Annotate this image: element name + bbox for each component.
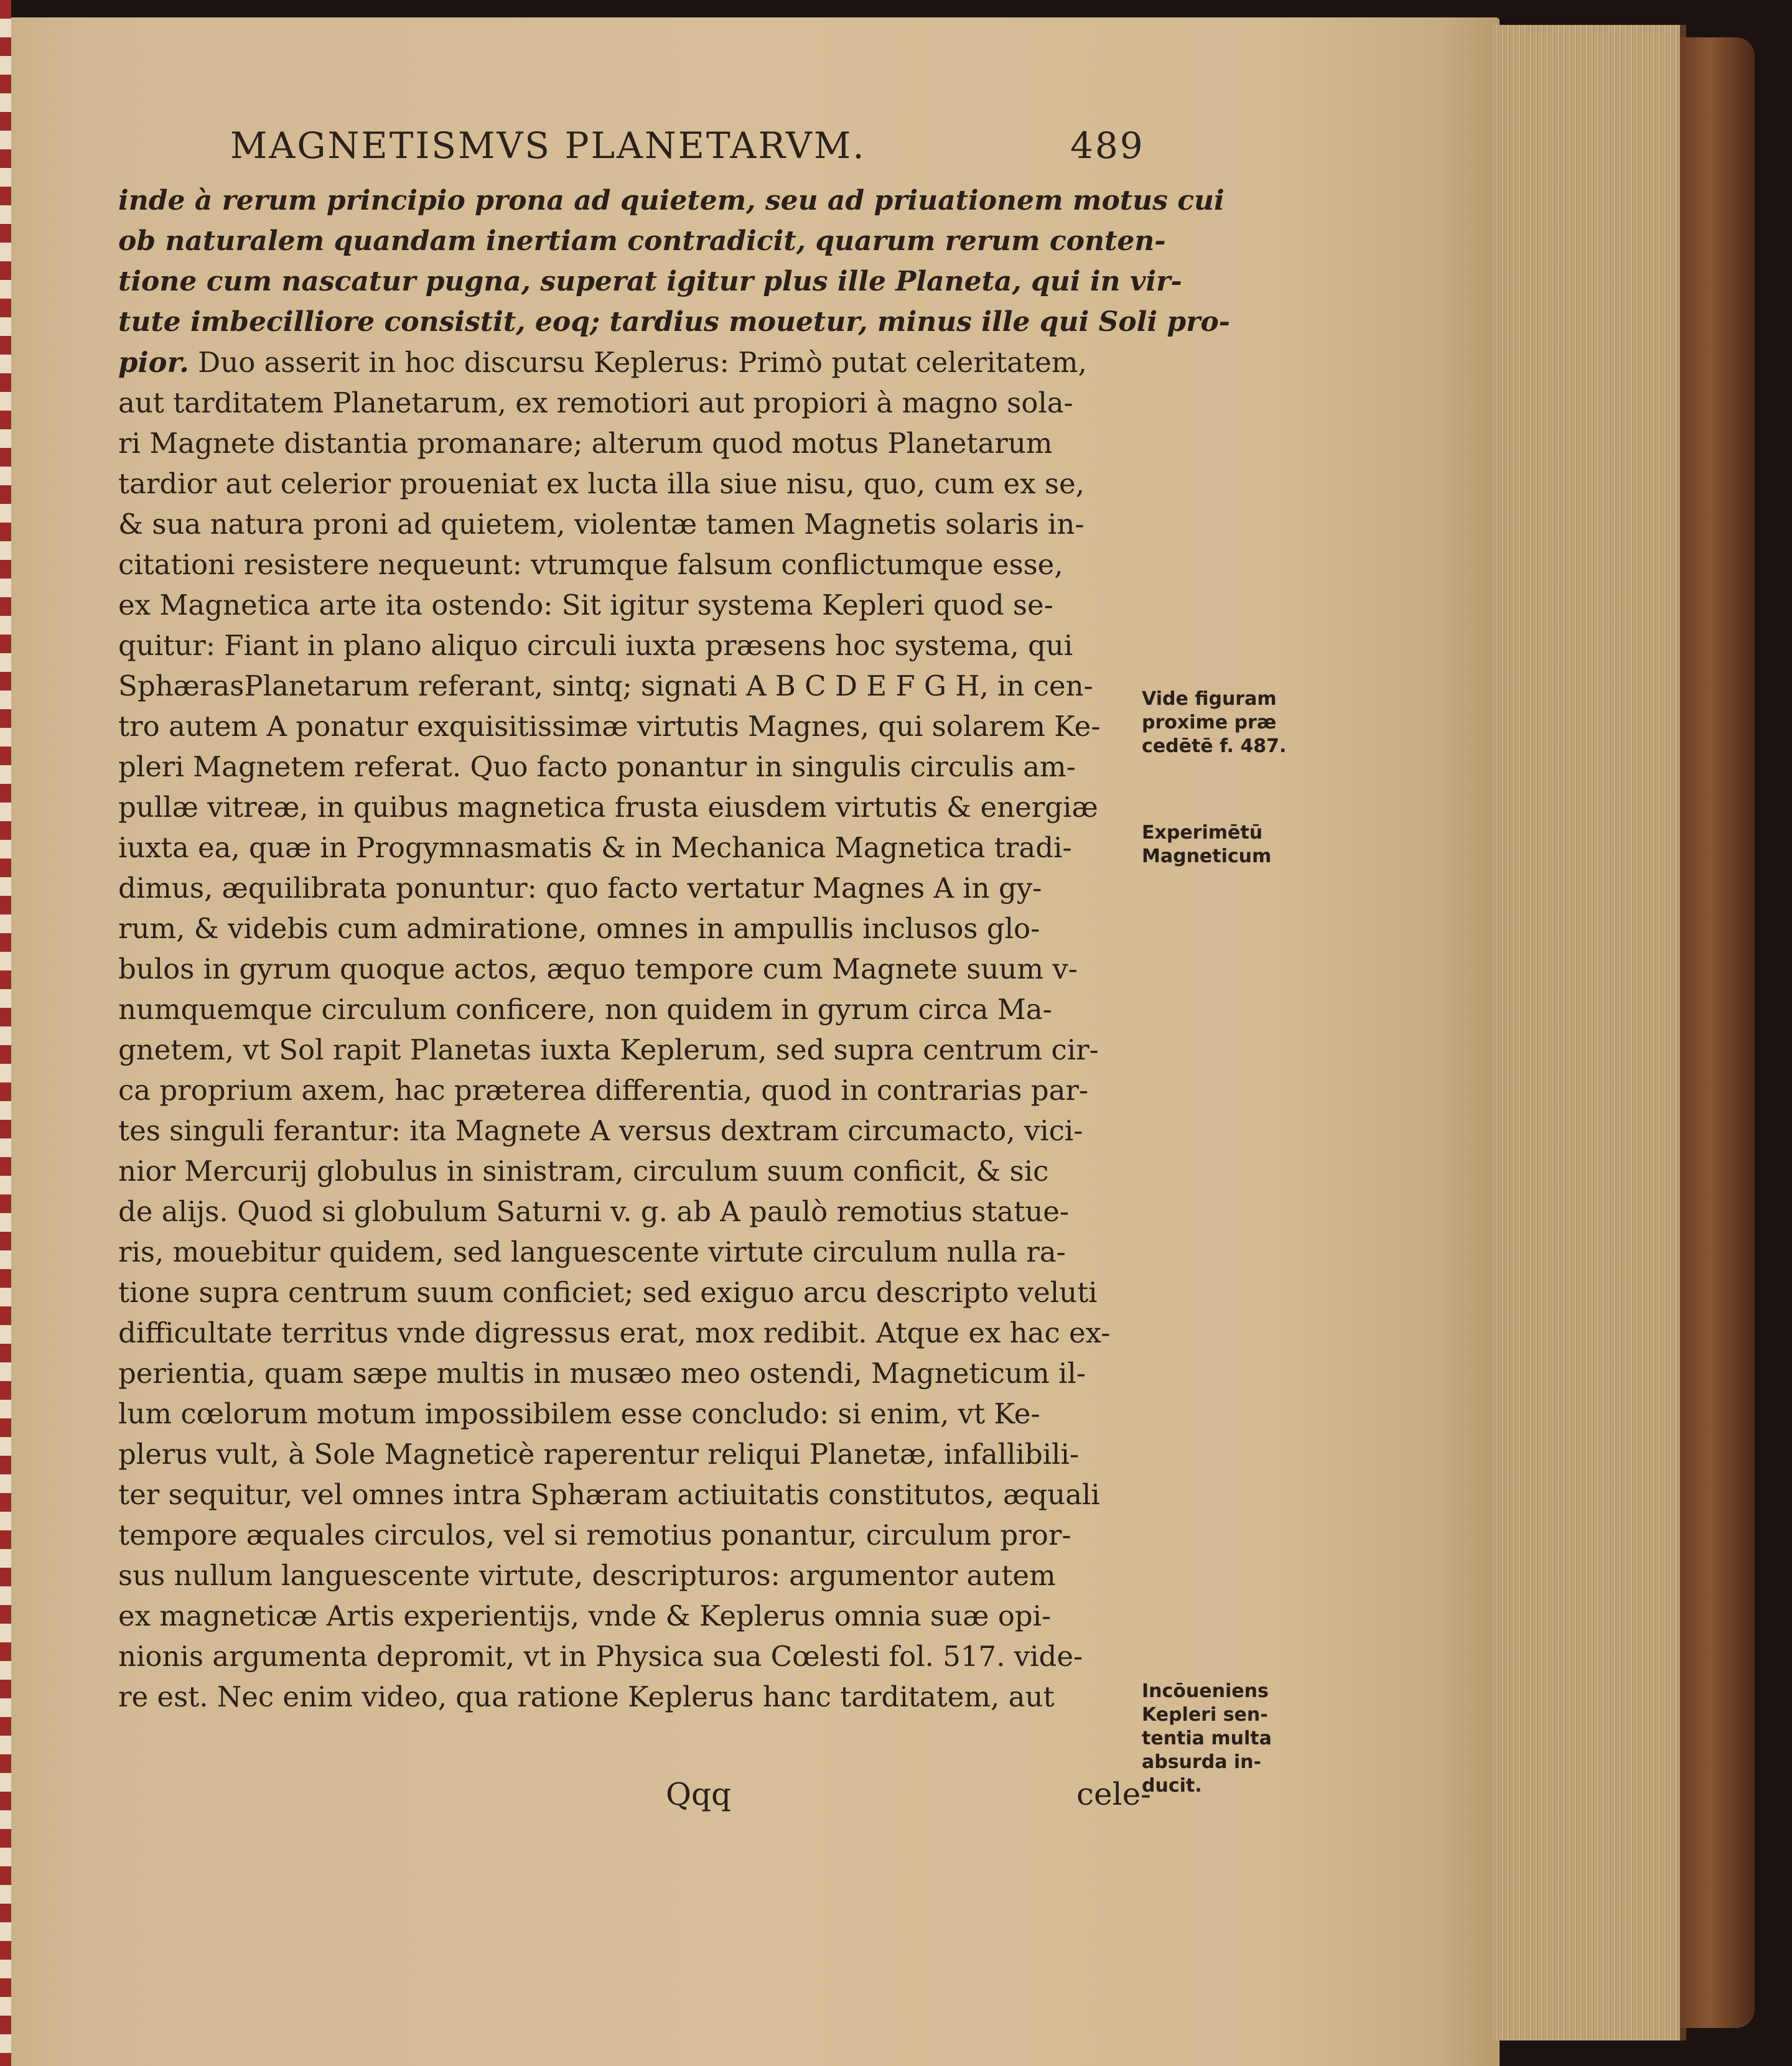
page-footer <box>118 1776 1151 1820</box>
marginal-line: tentia multa <box>1142 1728 1272 1749</box>
catchword: cele- <box>1076 1776 1152 1812</box>
marginal-note-figure <box>1142 687 1286 758</box>
text-line: pullæ vitreæ, in quibus magnetica frusta eiusdem virtutis & energiæ <box>118 791 1098 824</box>
marginal-line: cedētē f. 487. <box>1142 735 1287 757</box>
marginal-line: Experimētū <box>1142 822 1263 844</box>
text-line: dimus, æquilibrata ponuntur: quo facto vertatur Magnes A in gy- <box>118 872 1042 905</box>
text-line: ob naturalem quandam inertiam contradicit, quarum rerum conten- <box>118 225 1166 257</box>
text-line: citationi resistere nequeunt: vtrumque falsum conflictumque esse, <box>118 548 1063 581</box>
text-line: ex Magnetica arte ita ostendo: Sit igitur systema Kepleri quod se- <box>118 589 1053 621</box>
marginal-note-kepler <box>1142 1680 1272 1798</box>
page-number: 489 <box>1070 124 1145 167</box>
marginal-line: absurda in- <box>1142 1751 1261 1773</box>
text-line-rest: Duo asserit in hoc discursu Keplerus: Primò putat celeritatem, <box>198 346 1087 379</box>
text-line: SphærasPlanetarum referant, sintq; signati A B C D E F G H, in cen- <box>118 669 1093 702</box>
italic-lead: pior. <box>118 346 189 379</box>
text-line: gnetem, vt Sol rapit Planetas iuxta Keplerum, sed supra centrum cir- <box>118 1033 1099 1066</box>
text-line: iuxta ea, quæ in Progymnasmatis & in Mechanica Magnetica tradi- <box>118 831 1072 864</box>
running-head <box>230 118 1164 174</box>
marginal-line: Kepleri sen- <box>1142 1704 1268 1726</box>
text-line: sus nullum languescente virtute, descripturos: argumentor autem <box>118 1559 1056 1592</box>
running-title: MAGNETISMVS PLANETARVM. <box>230 124 866 167</box>
marginal-line: Magneticum <box>1142 845 1272 867</box>
leather-cover-edge <box>1680 37 1755 2028</box>
text-line: bulos in gyrum quoque actos, æquo tempore cum Magnete suum v- <box>118 952 1078 985</box>
text-line: inde à rerum principio prona ad quietem, seu ad priuationem motus cui <box>118 185 1225 216</box>
text-line: tione supra centrum suum conficiet; sed exiguo arcu descripto veluti <box>118 1276 1098 1309</box>
text-line: numquemque circulum conficere, non quidem in gyrum circa Ma- <box>118 993 1052 1026</box>
text-line: ter sequitur, vel omnes intra Sphæram actiuitatis constitutos, æquali <box>118 1478 1100 1511</box>
text-line: tes singuli ferantur: ita Magnete A versus dextram circumacto, vici- <box>118 1114 1083 1147</box>
text-line <box>118 342 1151 383</box>
text-line: ex magneticæ Artis experientijs, vnde & Keplerus omnia suæ opi- <box>118 1599 1052 1632</box>
text-line: nionis argumenta depromit, vt in Physica sua Cœlesti fol. 517. vide- <box>118 1640 1083 1673</box>
text-line: tempore æquales circulos, vel si remotius ponantur, circulum pror- <box>118 1519 1071 1552</box>
text-line: perientia, quam sæpe multis in musæo meo ostendi, Magneticum il- <box>118 1357 1086 1390</box>
text-line: nior Mercurij globulus in sinistram, circulum suum conficit, & sic <box>118 1155 1049 1188</box>
page-fore-edge <box>1493 25 1686 2040</box>
text-line: ca proprium axem, hac præterea differentia, quod in contrarias par- <box>118 1074 1089 1107</box>
text-line: re est. Nec enim video, qua ratione Keplerus hanc tarditatem, aut <box>118 1680 1055 1713</box>
text-line: lum cœlorum motum impossibilem esse concludo: si enim, vt Ke- <box>118 1397 1040 1430</box>
text-line: aut tarditatem Planetarum, ex remotiori aut propiori à magno sola- <box>118 386 1073 419</box>
marginal-note-experiment <box>1142 821 1271 868</box>
text-line: ris, mouebitur quidem, sed languescente virtute circulum nulla ra- <box>118 1235 1066 1268</box>
text-line: pleri Magnetem referat. Quo facto ponantur in singulis circulis am- <box>118 750 1076 783</box>
text-line: tro autem A ponatur exquisitissimæ virtutis Magnes, qui solarem Ke- <box>118 710 1101 743</box>
signature-mark: Qqq <box>666 1776 732 1812</box>
text-line: de alijs. Quod si globulum Saturni v. g. ab A paulò remotius statue- <box>118 1195 1070 1228</box>
text-line: quitur: Fiant in plano aliquo circuli iuxta præsens hoc systema, qui <box>118 629 1073 662</box>
text-line: rum, & videbis cum admiratione, omnes in ampullis inclusos glo- <box>118 912 1040 945</box>
text-line: plerus vult, à Sole Magneticè raperentur reliqui Planetæ, infallibili- <box>118 1438 1080 1471</box>
text-line: difficultate territus vnde digressus erat, mox redibit. Atque ex hac ex- <box>118 1316 1111 1349</box>
text-line: tardior aut celerior proueniat ex lucta illa siue nisu, quo, cum ex se, <box>118 467 1085 500</box>
text-line: ri Magnete distantia promanare; alterum quod motus Planetarum <box>118 427 1053 460</box>
binding-headband <box>0 0 11 2066</box>
marginal-line: Incōueniens <box>1142 1680 1269 1702</box>
marginal-line: ducit. <box>1142 1775 1202 1797</box>
text-line: & sua natura proni ad quietem, violentæ tamen Magnetis solaris in- <box>118 508 1085 541</box>
marginal-line: proxime præ <box>1142 712 1277 733</box>
text-line: tute imbecilliore consistit, eoq; tardius mouetur, minus ille qui Soli pro- <box>118 306 1230 338</box>
marginal-line: Vide figuram <box>1142 688 1277 710</box>
text-line: tione cum nascatur pugna, superat igitur plus ille Planeta, qui in vir- <box>118 266 1182 297</box>
